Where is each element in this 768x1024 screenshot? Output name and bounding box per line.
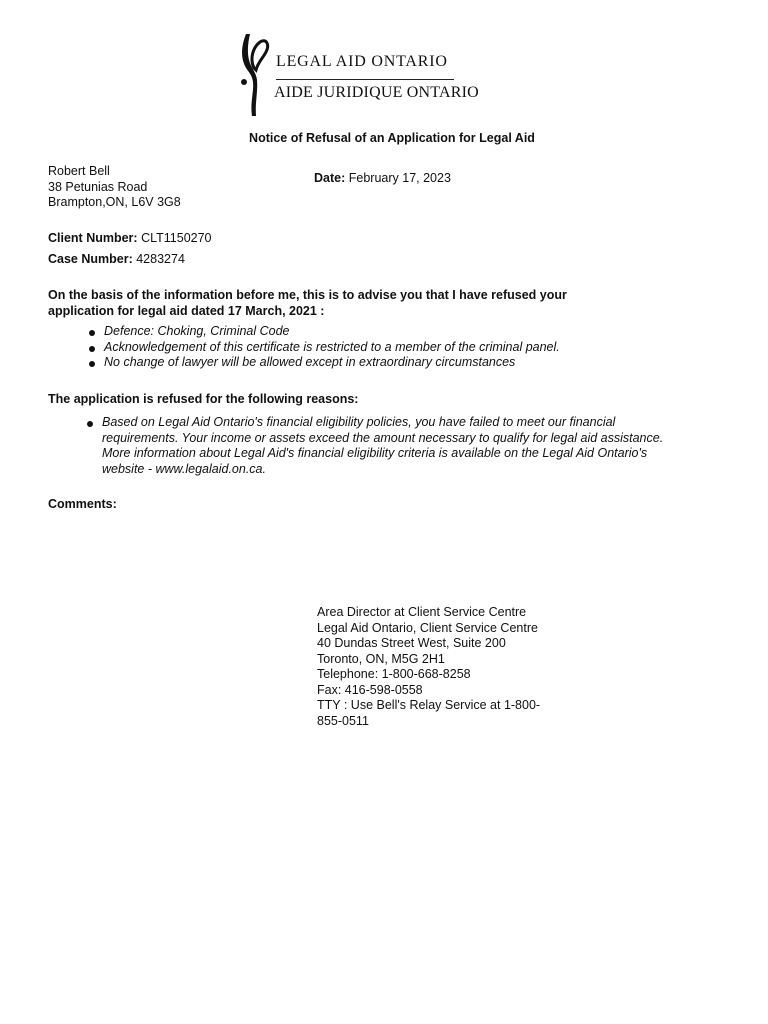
client-number-value: CLT1150270: [141, 231, 212, 245]
signature-line: 40 Dundas Street West, Suite 200: [317, 636, 506, 650]
refusal-intro: On the basis of the information before me, this is to advise you that I have refused your application for legal aid dated 17 March, 2021 :: [48, 288, 567, 318]
date-value: February 17, 2023: [348, 171, 451, 185]
case-number-label: Case Number:: [48, 252, 133, 266]
conditions-list: [86, 324, 686, 371]
signature-line: Toronto, ON, M5G 2H1: [317, 651, 445, 666]
signature-line: Fax: 416-598-0558: [317, 682, 423, 697]
list-item: Acknowledgement of this certificate is restricted to a member of the criminal panel.: [86, 340, 686, 356]
dancing-figure-icon: [236, 30, 272, 120]
signature-line: TTY : Use Bell's Relay Service at 1-800-: [317, 698, 541, 712]
comments-label: Comments:: [48, 497, 117, 511]
recipient-city: Brampton,ON, L6V 3G8: [48, 195, 181, 209]
reasons-heading: The application is refused for the following reasons:: [48, 392, 359, 406]
list-item: Based on Legal Aid Ontario's financial eligibility policies, you have failed to meet our financial requirements. Your income or assets exceed the amount necessary to qualify for legal aid assistance. More information about Legal Aid's financial eligibility criteria is available on the Legal Aid Ontario's website - www.legalaid.on.ca.: [84, 415, 664, 477]
list-item: Defence: Choking, Criminal Code: [86, 324, 686, 340]
client-number: [48, 231, 212, 247]
logo-name-french: AIDE JURIDIQUE ONTARIO: [274, 84, 479, 101]
document-title: Notice of Refusal of an Application for Legal Aid: [249, 131, 535, 145]
case-number: [48, 252, 185, 268]
logo-divider: [276, 79, 454, 80]
recipient-name: Robert Bell: [48, 164, 110, 178]
client-number-label: Client Number:: [48, 231, 138, 245]
date-label: Date:: [314, 171, 346, 185]
case-number-value: 4283274: [136, 252, 185, 266]
list-item: No change of lawyer will be allowed except in extraordinary circumstances: [86, 355, 686, 371]
reasons-list: [84, 415, 664, 477]
signature-line: 855-0511: [317, 713, 369, 728]
recipient-street: 38 Petunias Road: [48, 179, 148, 194]
signature-line: Legal Aid Ontario, Client Service Centre: [317, 620, 538, 635]
signature-line: Area Director at Client Service Centre: [317, 605, 527, 619]
recipient-address: [48, 164, 181, 211]
notice-date: [314, 171, 451, 187]
logo-name-english: LEGAL AID ONTARIO: [276, 53, 448, 70]
signature-block: [317, 605, 567, 729]
legal-aid-ontario-logo: [236, 30, 479, 120]
signature-line: Telephone: 1-800-668-8258: [317, 667, 471, 681]
